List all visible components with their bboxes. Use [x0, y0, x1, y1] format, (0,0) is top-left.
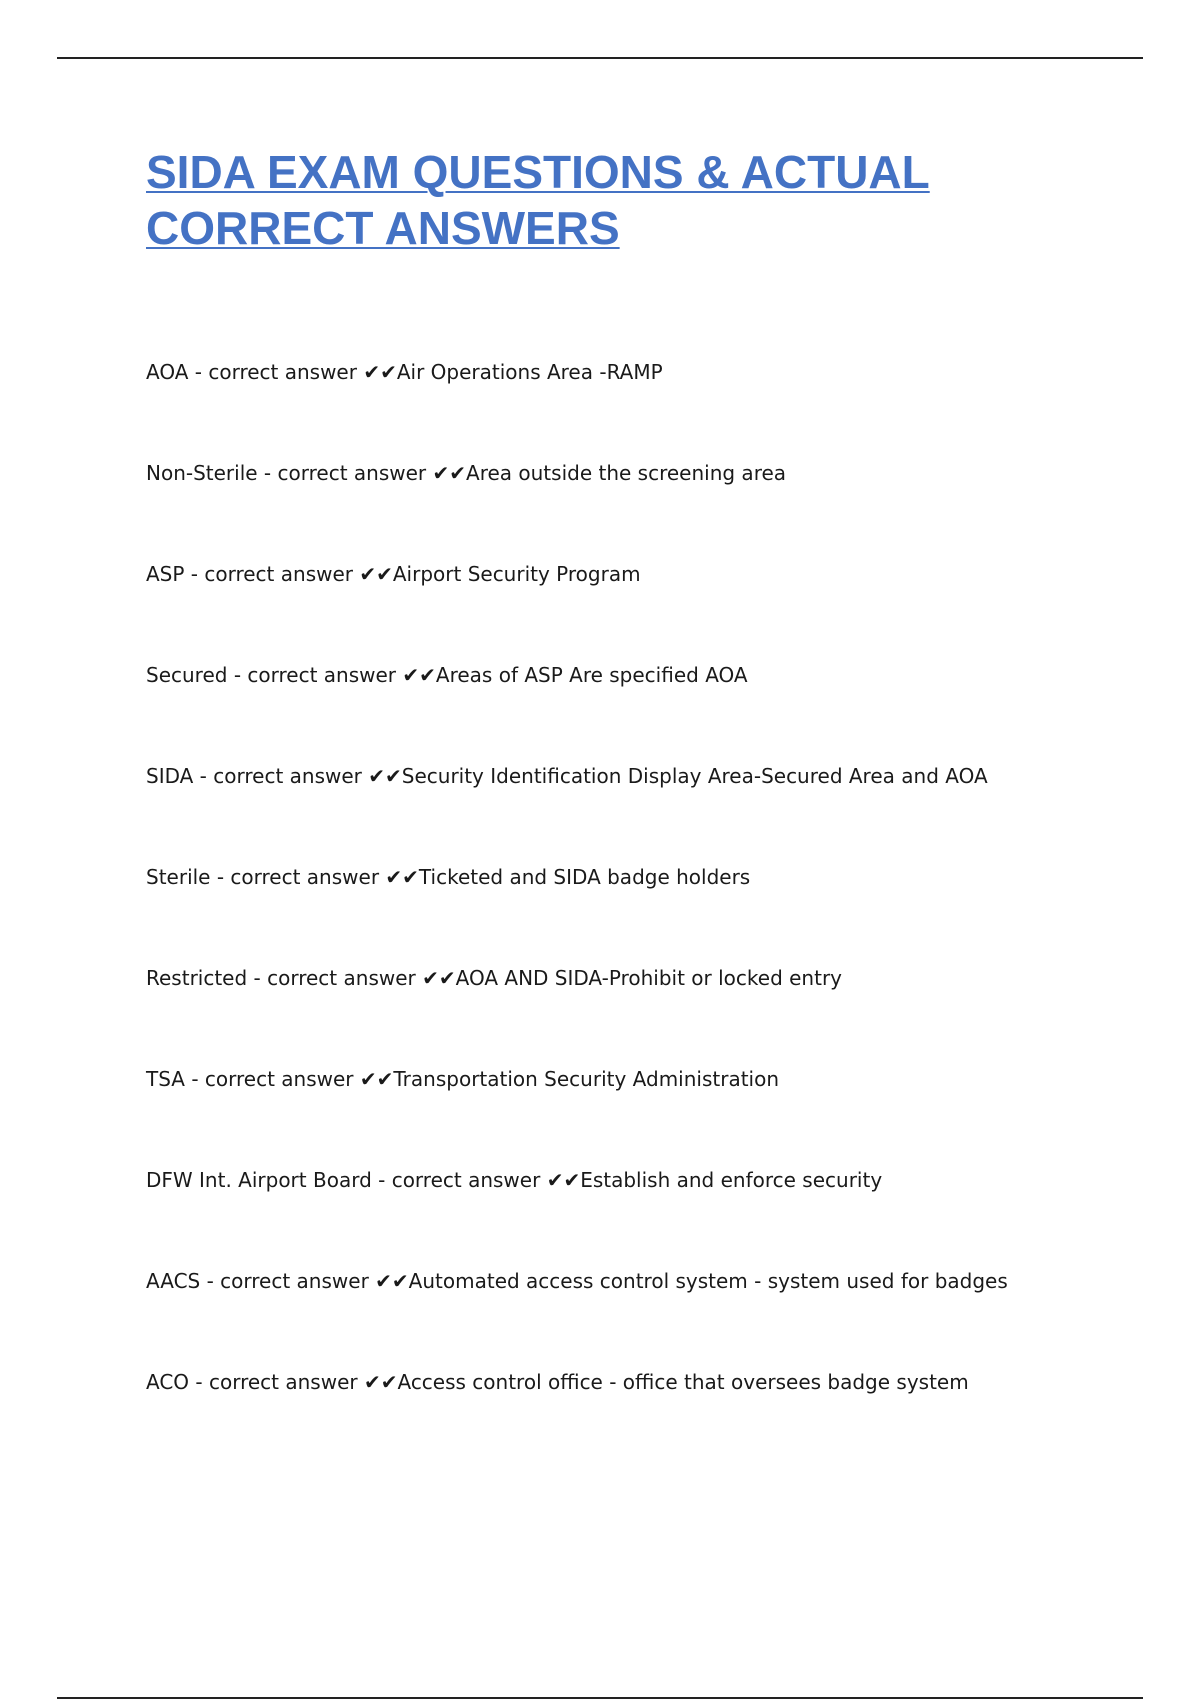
qa-term: DFW Int. Airport Board — [146, 1168, 372, 1192]
qa-answer: Airport Security Program — [392, 562, 641, 586]
qa-separator: - correct answer — [189, 1370, 364, 1394]
qa-term: AOA — [146, 360, 189, 384]
qa-answer: Security Identification Display Area-Secured Area and AOA — [401, 764, 988, 788]
qa-item — [146, 1362, 1008, 1463]
qa-term: Sterile — [146, 865, 211, 889]
qa-answer: Transportation Security Administration — [393, 1067, 780, 1091]
check-icon: ✔✔ — [402, 663, 436, 687]
qa-term: ACO — [146, 1370, 190, 1394]
qa-term: Restricted — [146, 966, 248, 990]
qa-term: ASP — [146, 562, 185, 586]
qa-item — [146, 1059, 1008, 1160]
qa-answer: Air Operations Area -RAMP — [396, 360, 663, 384]
qa-separator: - correct answer — [257, 461, 433, 485]
qa-list — [146, 352, 1008, 1463]
qa-item — [146, 1261, 1008, 1362]
qa-item — [146, 857, 1008, 958]
qa-separator: - correct answer — [371, 1168, 547, 1192]
qa-term: AACS — [146, 1269, 201, 1293]
check-icon: ✔✔ — [385, 865, 419, 889]
qa-item — [146, 958, 1008, 1059]
qa-answer: AOA AND SIDA-Prohibit or locked entry — [455, 966, 843, 990]
check-icon: ✔✔ — [363, 360, 397, 384]
title-line-1: SIDA EXAM QUESTIONS & ACTUAL — [146, 146, 930, 198]
qa-separator: - correct answer — [247, 966, 423, 990]
check-icon: ✔✔ — [359, 1067, 394, 1091]
qa-term: Secured — [146, 663, 228, 687]
qa-term: TSA — [146, 1067, 185, 1091]
qa-answer: Area outside the screening area — [466, 461, 787, 485]
qa-separator: - correct answer — [227, 663, 403, 687]
qa-answer: Establish and enforce security — [580, 1168, 883, 1192]
qa-term: SIDA — [146, 764, 194, 788]
check-icon: ✔✔ — [422, 966, 456, 990]
qa-item — [146, 453, 1008, 554]
qa-item — [146, 756, 1008, 857]
qa-item — [146, 655, 1008, 756]
qa-separator: - correct answer — [184, 1067, 360, 1091]
qa-item — [146, 352, 1008, 453]
check-icon: ✔✔ — [359, 562, 393, 586]
qa-separator: - correct answer — [193, 764, 369, 788]
qa-separator: - correct answer — [184, 562, 360, 586]
bottom-rule — [57, 1697, 1143, 1699]
title-line-2: CORRECT ANSWERS — [146, 202, 620, 254]
qa-term: Non-Sterile — [146, 461, 258, 485]
qa-item — [146, 554, 1008, 655]
qa-separator: - correct answer — [200, 1269, 376, 1293]
check-icon: ✔✔ — [368, 764, 402, 788]
qa-answer: Automated access control system - system used for badges — [408, 1269, 1008, 1293]
check-icon: ✔✔ — [546, 1168, 581, 1192]
qa-separator: - correct answer — [188, 360, 364, 384]
qa-separator: - correct answer — [210, 865, 386, 889]
qa-item — [146, 1160, 1008, 1261]
check-icon: ✔✔ — [432, 461, 467, 485]
document-title — [146, 144, 1046, 256]
check-icon: ✔✔ — [363, 1370, 398, 1394]
top-rule — [57, 57, 1143, 59]
qa-answer: Access control office - office that oversees badge system — [397, 1370, 969, 1394]
qa-answer: Areas of ASP Are specified AOA — [435, 663, 748, 687]
check-icon: ✔✔ — [375, 1269, 409, 1293]
qa-answer: Ticketed and SIDA badge holders — [418, 865, 751, 889]
